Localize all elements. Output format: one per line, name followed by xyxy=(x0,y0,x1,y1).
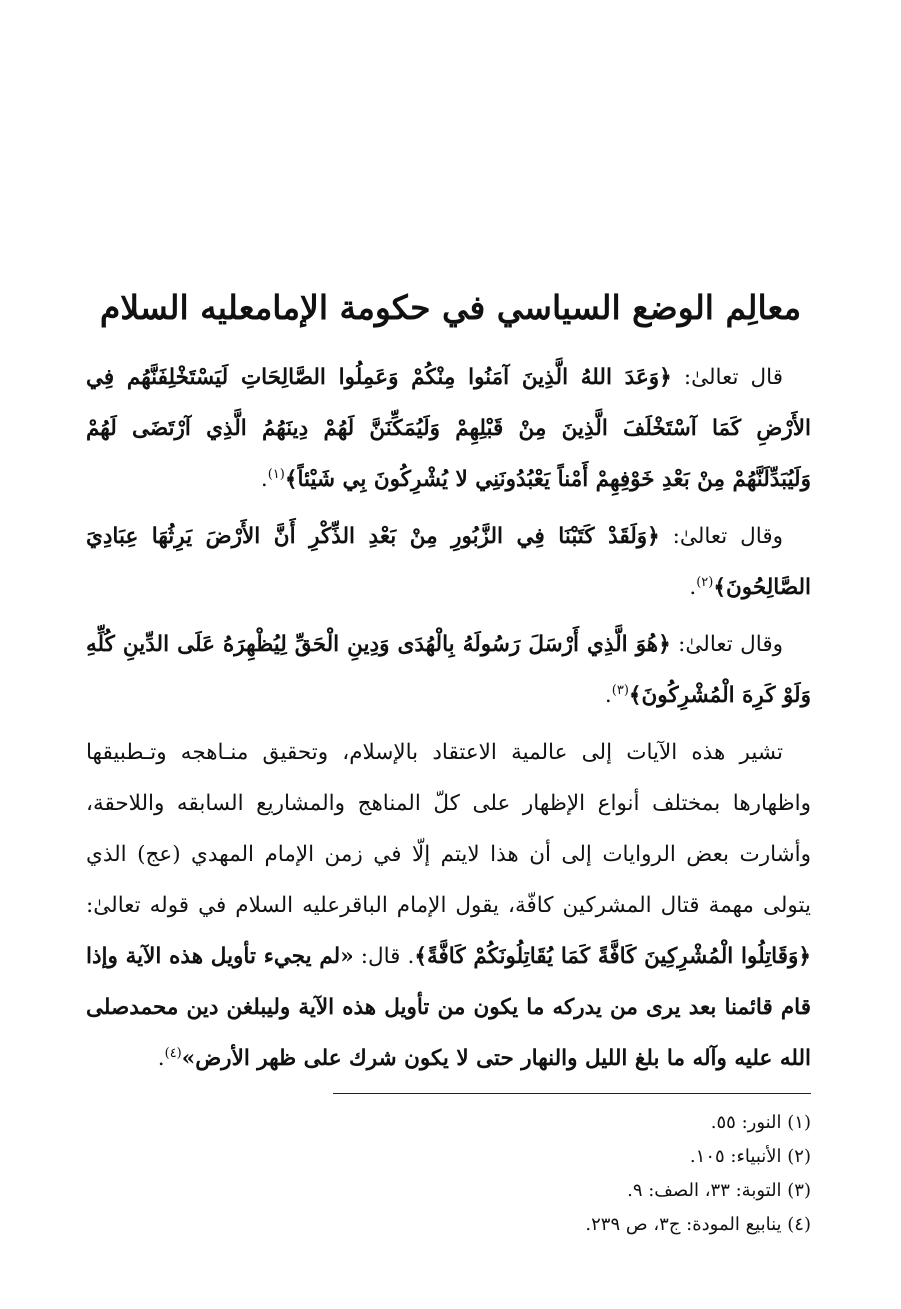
hadith-quote: «لم يجيء تأويل هذه الآية وإذا قام قائمنا بعد يرى من يدركه ما يكون من تأويل هذه الآية وليبلغن دين محمدصلى الله عليه وآله ما بلغ الليل والنهار حتى لا يكون شرك على ظهر الأرض» xyxy=(86,944,811,1071)
verse-intro: وقال تعالىٰ: xyxy=(659,524,783,549)
quran-verse: ﴿وَلَقَدْ كَتَبْنَا فِي الزَّبُورِ مِنْ بَعْدِ الذِّكْرِ أَنَّ الأَرْضَ يَرِثُهَا عِبَادِيَ الصَّالِحُونَ﴾ xyxy=(86,524,811,600)
footnote-ref[interactable]: (١) xyxy=(267,466,285,482)
sentence-end: . xyxy=(157,1046,165,1071)
footnote-divider xyxy=(333,1093,811,1094)
footnote-item: (٣) التوبة: ٣٣، الصف: ٩. xyxy=(627,1180,811,1201)
main-text xyxy=(86,352,811,1090)
footnote-ref[interactable]: (٤) xyxy=(164,1045,182,1061)
paragraph-verse-2 xyxy=(86,511,811,613)
sentence-end: . xyxy=(689,575,697,600)
footnote-ref[interactable]: (٣) xyxy=(611,682,629,698)
sentence-end: . xyxy=(604,683,612,708)
sentence-end: . xyxy=(260,467,268,492)
quran-verse: ﴿وَعَدَ اللهُ الَّذِينَ آمَنُوا مِنْكُمْ وَعَمِلُوا الصَّالِحَاتِ لَيَسْتَخْلِفَنَّهُم فِي الأَرْضِ كَمَا آسْتَخْلَفَ الَّذِينَ مِنْ قَبْلِهِمْ وَلَيُمَكِّنَنَّ لَهُمْ دِينَهُمُ الَّذِي آرْتَضَى لَهُمْ وَلَيُبَدِّلَنَّهُمْ مِنْ بَعْدِ خَوْفِهِمْ أَمْناً يَعْبُدُونَنِي لا يُشْرِكُونَ بِي شَيْئاً﴾ xyxy=(86,365,811,492)
paragraph-verse-1 xyxy=(86,352,811,505)
commentary-text: تشير هذه الآيات إلى عالمية الاعتقاد بالإسلام، وتحقيق منـاهجه وتـطبيقها واظهارها بمختلف أنواع الإظهار على كلّ المناهج والمشاريع السابقه واللاحقة، وأشارت بعض الروايات إلى أن هذا لايتم إلّا في زمن الإمام المهدي (عج) الذي يتولى مهمة قتال المشركين كافّة، يقول الإمام الباقرعليه السلام في قوله تعالىٰ: xyxy=(86,740,811,918)
page-title: معالِم الوضع السياسي في حكومة الإمامعليه السلام xyxy=(99,288,802,327)
footnote-item: (٢) الأنبياء: ١٠٥. xyxy=(689,1146,811,1167)
paragraph-commentary xyxy=(86,727,811,1084)
quran-verse: ﴿وَقَاتِلُوا الْمُشْرِكِينَ كَافَّةً كَمَا يُقَاتِلُونَكُمْ كَافَّةً﴾ xyxy=(414,944,811,969)
paragraph-verse-3 xyxy=(86,619,811,721)
verse-intro: وقال تعالىٰ: xyxy=(670,632,783,657)
verse-intro: قال تعالىٰ: xyxy=(671,365,783,390)
footnote-item: (٤) ينابيع المودة: ج٣، ص ٢٣٩. xyxy=(585,1214,811,1235)
footnote-ref[interactable]: (٢) xyxy=(696,574,714,590)
footnote-item: (١) النور: ٥٥. xyxy=(710,1112,811,1133)
footnotes-list xyxy=(211,1106,811,1242)
quran-verse: ﴿هُوَ الَّذِي أَرْسَلَ رَسُولَهُ بِالْهُدَى وَدِينِ الْحَقِّ لِيُظْهِرَهُ عَلَى الدِّينِ كُلِّهِ وَلَوْ كَرِهَ الْمُشْرِكُونَ﴾ xyxy=(86,632,811,708)
commentary-text: . قال: xyxy=(353,944,415,969)
